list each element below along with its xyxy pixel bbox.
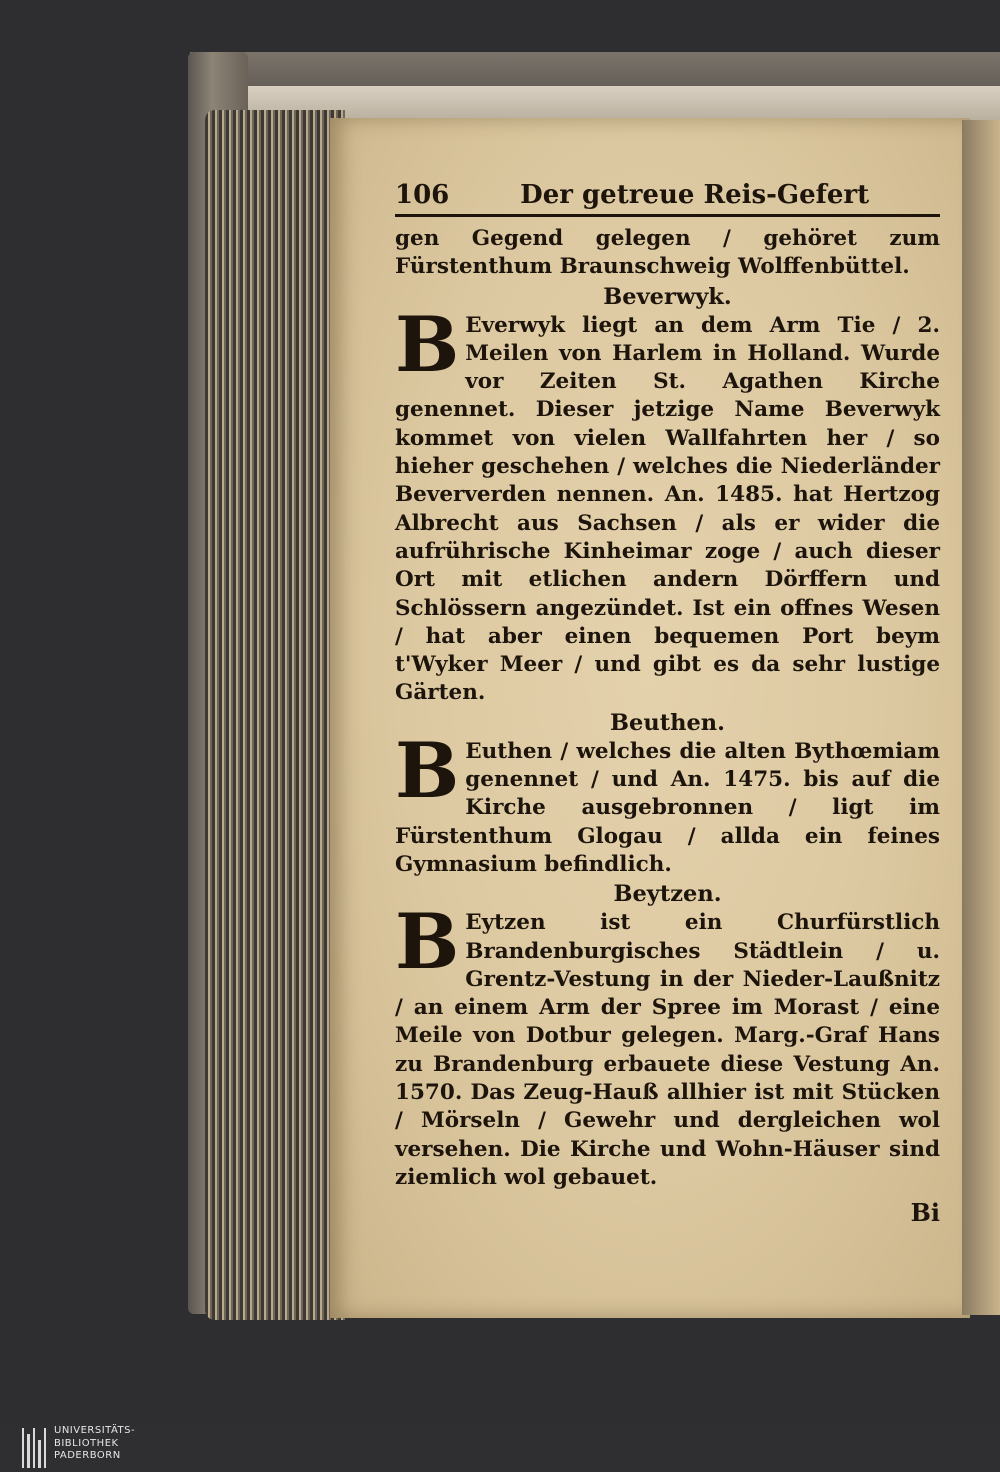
library-logo-text <box>54 1425 135 1463</box>
dropcap: B <box>395 725 460 815</box>
page-text <box>395 180 940 1227</box>
entry-heading: Beytzen. <box>613 881 722 908</box>
facing-page-edge <box>962 120 1000 1315</box>
entry-text: Euthen / welches die alten Bythœmiam genennet / und An. 1475. bis auf die Kirche ausgebronnen / ligt im Fürstenthum Glogau / allda ein feines Gymnasium befindlich. <box>395 738 940 877</box>
page-block-edges <box>205 110 345 1320</box>
logo-line: PADERBORN <box>54 1450 121 1461</box>
logo-line: UNIVERSITÄTS- <box>54 1425 136 1436</box>
entry-paragraph <box>395 725 940 879</box>
footer-band <box>0 1422 1000 1472</box>
logo-line: BIBLIOTHEK <box>54 1437 119 1449</box>
page-number: 106 <box>395 180 450 210</box>
dropcap: B <box>395 897 460 987</box>
entry-paragraph <box>395 299 940 708</box>
dropcap: B <box>395 299 460 389</box>
running-head-title: Der getreue Reis-Gefert <box>520 180 870 210</box>
catchword: Bi <box>910 1198 940 1228</box>
paragraph-continuation: gen Gegend gelegen / gehöret zum Fürstenthum Braunschweig Wolffenbüttel. <box>395 226 940 280</box>
entry-heading: Beuthen. <box>610 709 725 736</box>
library-logo-icon <box>22 1428 46 1468</box>
entry-text: Eytzen ist ein Churfürstlich Brandenburgisches Städtlein / u. Grentz-Vestung in der Nieder-Laußnitz / an einem Arm der Spree im Morast / eine Meile von Dotbur gelegen. Marg.-Graf Hans zu Brandenburg erbauete diese Vestung An. 1570. Das Zeug-Hauß allhier ist mit Stücken / Mörseln / Gewehr und dergleichen wol versehen. Die Kirche und Wohn-Häuser sind ziemlich wol gebauet. <box>395 910 940 1190</box>
entry-heading: Beverwyk. <box>603 283 732 310</box>
entry-text: Everwyk liegt an dem Arm Tie / 2. Meilen von Harlem in Holland. Wurde vor Zeiten St. Agathen Kirche genennet. Dieser jetzige Name Beverwyk kommet von vielen Wallfahrten her / so hieher geschehen / welches die Niederländer Beververden nennen. An. 1485. hat Hertzog Albrecht aus Sachsen / als er wider die aufrührische Kinheimar zoge / auch dieser Ort mit etlichen andern Dörffern und Schlössern angezündet. Ist ein offnes Wesen / hat aber einen bequemen Port beym t'Wyker Meer / und gibt es da sehr lustige Gärten. <box>395 312 940 706</box>
running-head <box>395 180 940 217</box>
entry-paragraph <box>395 897 940 1192</box>
